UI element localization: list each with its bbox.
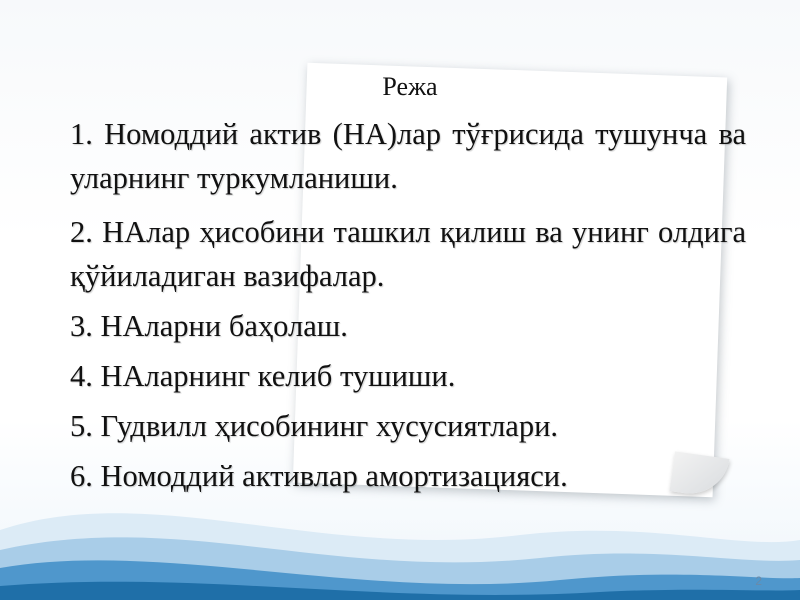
list-item: 4. НАларнинг келиб тушиши. xyxy=(70,359,456,393)
list-item: 3. НАларни баҳолаш. xyxy=(70,309,348,343)
list-item: 5. Гудвилл ҳисобининг хусусиятлари. xyxy=(70,409,559,443)
list-item: 6. Номоддий активлар амортизацияси. xyxy=(70,459,568,493)
list-item: 2. НАлар ҳисобини ташкил қилиш ва унинг олдига қўйиладиган вазифалар. xyxy=(70,215,746,293)
plan-list xyxy=(70,112,746,498)
page-number: 2 xyxy=(755,574,762,588)
slide-title: Режа xyxy=(382,72,438,101)
list-item: 1. Номоддий актив (НА)лар тўғрисида тушунча ва уларнинг туркумланиши. xyxy=(70,117,746,195)
